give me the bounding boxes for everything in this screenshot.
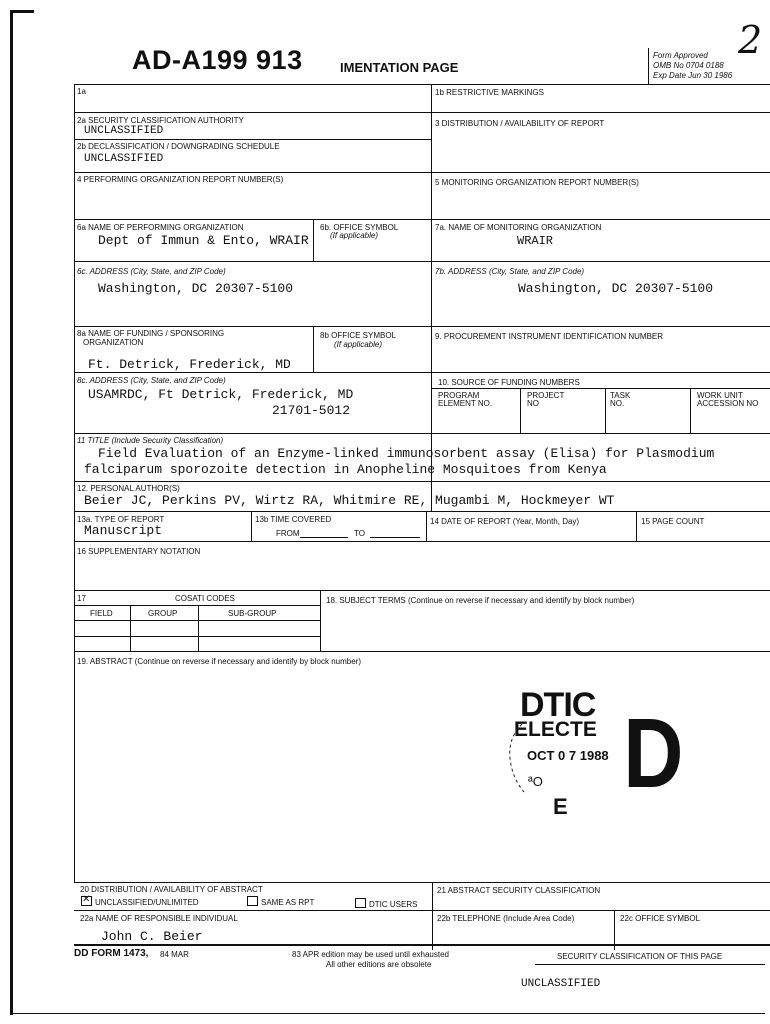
block-10-task-2: NO.: [610, 399, 625, 408]
dtic-stamp-small: ªO: [528, 774, 543, 789]
cosati-field-header: FIELD: [90, 609, 113, 618]
page-title: IMENTATION PAGE: [340, 60, 459, 75]
block-8a-value: Ft. Detrick, Frederick, MD: [88, 357, 291, 372]
row-line: [74, 651, 770, 652]
footer-security-label: SECURITY CLASSIFICATION OF THIS PAGE: [557, 952, 723, 961]
footer-rule: [535, 964, 765, 965]
block-12-value: Beier JC, Perkins PV, Wirtz RA, Whitmire RE, Mugambi M, Hockmeyer WT: [84, 493, 615, 508]
block-9-label: 9. PROCUREMENT INSTRUMENT IDENTIFICATION NUMBER: [435, 332, 664, 341]
block-10-label: 10. SOURCE OF FUNDING NUMBERS: [438, 378, 580, 387]
same-as-rpt-checkbox[interactable]: [247, 896, 258, 906]
block-13b-to: TO: [354, 529, 365, 538]
block-1b-label: 1b RESTRICTIVE MARKINGS: [435, 88, 544, 97]
bottom-edge-line: [10, 1013, 765, 1014]
block-5-label: 5 MONITORING ORGANIZATION REPORT NUMBER(S): [435, 178, 639, 187]
row-line: [74, 511, 770, 512]
row-line: [74, 172, 770, 173]
dtic-stamp-date: OCT 0 7 1988: [527, 748, 609, 763]
block-22c-label: 22c OFFICE SYMBOL: [620, 914, 701, 923]
unclassified-unlimited-checkbox[interactable]: [81, 896, 92, 906]
footer-form-date: 84 MAR: [160, 950, 189, 959]
block-18-label: 18. SUBJECT TERMS (Continue on reverse if necessary and identify by block number): [326, 596, 635, 605]
block-10-work-unit: WORK UNIT: [697, 391, 743, 400]
block-13b-from: FROM: [276, 529, 300, 538]
fill-line: [370, 537, 420, 538]
footer-edition-note-2: All other editions are obsolete: [326, 960, 432, 969]
col-line: [432, 882, 433, 950]
form-top-line: [74, 84, 770, 85]
block-2b-label: 2b DECLASSIFICATION / DOWNGRADING SCHEDULE: [77, 142, 280, 151]
block-10-program-2: ELEMENT NO.: [438, 399, 493, 408]
block-14-label: 14 DATE OF REPORT (Year, Month, Day): [430, 517, 580, 526]
block-7b-value: Washington, DC 20307-5100: [518, 281, 714, 296]
block-1a-label: 1a: [77, 87, 86, 96]
cosati-subgroup-header: SUB-GROUP: [228, 609, 277, 618]
dtic-stamp-d: D: [623, 698, 684, 808]
row-line: [74, 219, 770, 220]
row-line: [74, 944, 770, 946]
block-8b-label: 8b OFFICE SYMBOL: [320, 331, 397, 340]
dtic-users-label: DTIC USERS: [369, 900, 418, 909]
expiration-date: Exp Date Jun 30 1986: [653, 71, 733, 80]
block-15-label: 15 PAGE COUNT: [641, 517, 705, 526]
same-as-rpt-label: SAME AS RPT: [261, 898, 315, 907]
row-line: [74, 882, 770, 883]
block-6c-label: 6c. ADDRESS (City, State, and ZIP Code): [77, 267, 226, 276]
dtic-stamp-line1: DTIC: [520, 686, 596, 724]
row-line: [74, 590, 770, 591]
block-8a-label-2: ORGANIZATION: [83, 338, 144, 347]
row-line: [74, 433, 770, 434]
form-approved: Form Approved: [653, 51, 708, 60]
block-10-project: PROJECT: [527, 391, 565, 400]
block-8a-label: 8a NAME OF FUNDING / SPONSORING: [77, 329, 225, 338]
block-10-program: PROGRAM: [438, 391, 480, 400]
block-11-value-1: Field Evaluation of an Enzyme-linked immunosorbent assay (Elisa) for Plasmodium: [98, 446, 715, 461]
fill-line: [300, 537, 348, 538]
row-line: [74, 910, 770, 911]
block-7a-label: 7a. NAME OF MONITORING ORGANIZATION: [435, 223, 602, 232]
row-line: [74, 636, 320, 637]
top-edge-line: [10, 10, 34, 13]
col-line: [198, 605, 199, 651]
block-2a-label: 2a SECURITY CLASSIFICATION AUTHORITY: [77, 116, 244, 125]
block-7b-label: 7b. ADDRESS (City, State, and ZIP Code): [435, 267, 585, 276]
stamp-circle-mark: [500, 718, 530, 798]
dtic-users-checkbox[interactable]: [355, 898, 366, 908]
col-line: [605, 388, 606, 433]
block-6a-label: 6a NAME OF PERFORMING ORGANIZATION: [77, 223, 244, 232]
footer-edition-note-1: 83 APR edition may be used until exhausted: [292, 950, 449, 959]
row-line: [74, 481, 770, 482]
block-2a-value: UNCLASSIFIED: [84, 125, 164, 137]
row-line: [74, 372, 770, 373]
block-4-label: 4 PERFORMING ORGANIZATION REPORT NUMBER(S): [77, 175, 284, 184]
footer-classification: UNCLASSIFIED: [521, 978, 601, 990]
row-line: [431, 388, 770, 389]
form-left-line: [74, 84, 75, 882]
header-divider: [648, 48, 649, 84]
block-13b-label: 13b TIME COVERED: [255, 515, 332, 524]
row-line: [74, 541, 770, 542]
dtic-stamp-e: E: [553, 794, 568, 819]
block-8c-value-2: 21701-5012: [272, 403, 351, 418]
row-line: [74, 139, 431, 140]
block-10-work-unit-2: ACCESSION NO: [697, 399, 759, 408]
row-line: [74, 620, 320, 621]
col-line: [636, 511, 637, 541]
ad-number: AD-A199 913: [132, 45, 303, 75]
block-6a-value: Dept of Immun & Ento, WRAIR: [98, 233, 309, 248]
col-line: [690, 388, 691, 433]
row-line: [74, 112, 770, 113]
block-8c-label: 8c. ADDRESS (City, State, and ZIP Code): [77, 376, 226, 385]
col-line: [130, 605, 131, 651]
block-7a-value: WRAIR: [517, 234, 554, 248]
block-20-label: 20 DISTRIBUTION / AVAILABILITY OF ABSTRACT: [80, 885, 263, 894]
unclassified-unlimited-label: UNCLASSIFIED/UNLIMITED: [95, 898, 199, 907]
block-3-label: 3 DISTRIBUTION / AVAILABILITY OF REPORT: [435, 119, 605, 128]
row-line: [74, 326, 770, 327]
col-line: [320, 590, 321, 651]
block-21-label: 21 ABSTRACT SECURITY CLASSIFICATION: [437, 886, 601, 895]
block-22a-label: 22a NAME OF RESPONSIBLE INDIVIDUAL: [80, 914, 238, 923]
left-edge-line: [10, 10, 13, 1015]
row-line: [74, 261, 770, 262]
col-line: [251, 511, 252, 541]
cosati-group-header: GROUP: [148, 609, 178, 618]
corner-handwritten-mark: 2: [738, 18, 763, 62]
block-8b-sub: (If applicable): [334, 340, 383, 349]
block-16-label: 16 SUPPLEMENTARY NOTATION: [77, 547, 201, 556]
block-11-label: 11 TITLE (Include Security Classification): [77, 436, 224, 445]
block-19-label: 19. ABSTRACT (Continue on reverse if necessary and identify by block number): [77, 657, 361, 666]
col-line: [313, 219, 314, 261]
block-6b-label: 6b. OFFICE SYMBOL: [320, 223, 399, 232]
block-6c-value: Washington, DC 20307-5100: [98, 281, 294, 296]
block-10-project-2: NO: [527, 399, 539, 408]
block-13a-label: 13a. TYPE OF REPORT: [77, 515, 165, 524]
footer-form-number: DD FORM 1473,: [74, 948, 149, 959]
block-11-value-2: falciparum sporozoite detection in Anopheline Mosquitoes from Kenya: [84, 462, 607, 477]
block-22b-label: 22b TELEPHONE (Include Area Code): [437, 914, 575, 923]
block-17-label: 17: [77, 594, 86, 603]
block-10-task: TASK: [610, 391, 631, 400]
omb-number: OMB No 0704 0188: [653, 61, 724, 70]
col-line: [426, 511, 427, 541]
block-22a-value: John C. Beier: [101, 929, 203, 944]
col-line: [313, 326, 314, 372]
row-line: [74, 605, 320, 606]
block-13a-value: Manuscript: [84, 523, 163, 538]
col-line: [520, 388, 521, 433]
block-6b-sub: (If applicable): [330, 231, 379, 240]
block-12-label: 12. PERSONAL AUTHOR(S): [77, 484, 180, 493]
dtic-stamp-line2: ELECTE: [514, 718, 597, 741]
block-2b-value: UNCLASSIFIED: [84, 153, 164, 165]
cosati-codes-label: COSATI CODES: [175, 594, 235, 603]
block-8c-value-1: USAMRDC, Ft Detrick, Frederick, MD: [88, 387, 354, 402]
